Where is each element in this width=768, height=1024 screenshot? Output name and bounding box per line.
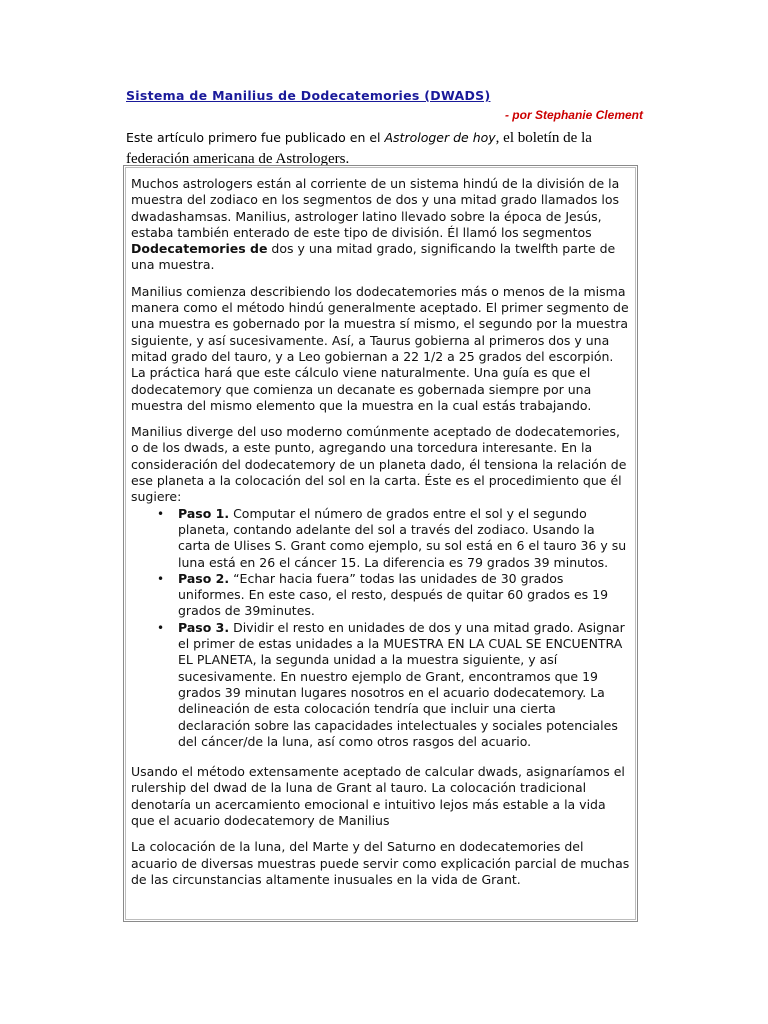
list-item	[178, 506, 630, 571]
step-text: Dividir el resto en unidades de dos y una mitad grado. Asignar el primer de estas unidades a la MUESTRA EN LA CUAL SE ENCUENTRA EL PLANETA, la segunda unidad a la muestra siguiente, y así sucesivamente. En nuestro ejemplo de Grant, encontramos que 19 grados 39 minutan lugares nosotros en el acuario dodecatemory. La delineación de esta colocación tendría que incluir una cierta declaración sobre las capacidades intelectuales y sociales potenciales del cáncer/de la luna, así como otros rasgos del acuario.	[178, 619, 625, 749]
body-paragraph-1	[131, 176, 630, 274]
step-label: Paso 2.	[178, 570, 230, 586]
step-label: Paso 3.	[178, 619, 230, 635]
article-title-link[interactable]: Sistema de Manilius de Dodecatemories (DWADS)	[126, 88, 491, 103]
intro-tail: , el boletín de la federación americana de Astrologers.	[126, 130, 592, 167]
article-body-box	[125, 167, 636, 920]
step-text: “Echar hacia fuera” todas las unidades de 30 grados uniformes. En este caso, el resto, después de quitar 60 grados es 19 grados de 39minutes.	[178, 570, 609, 619]
p1-text: Muchos astrologers están al corriente de un sistema hindú de la división de la muestra del zodiaco en los segmentos de dos y una mitad grado llamados los dwadashamsas. Manilius, astrologer latino llevado sobre la época de Jesús, estaba también enterado de este tipo de división. Él llamó los segmentos	[131, 176, 620, 240]
intro-paragraph	[126, 127, 646, 169]
body-paragraph-2: Manilius comienza describiendo los dodecatemories más o menos de la misma manera como el método hindú generalmente aceptado. El primer segmento de una muestra es gobernado por la muestra sí mismo, el segundo por la muestra siguiente, y así sucesivamente. Así, a Taurus gobierna al primeros dos y una mitad grado del tauro, y a Leo gobiernan a 22 1/2 a 25 grados del escorpión. La práctica hará que este cálculo viene naturalmente. Una guía es que el dodecatemory que comienza un decanate es gobernada siempre por una muestra del mismo elemento que la muestra en la cual estás trabajando.	[131, 283, 629, 413]
body-paragraph-5: La colocación de la luna, del Marte y del Saturno en dodecatemories del acuario de diversas muestras puede servir como explicación parcial de muchas de las circunstancias altamente inusuales en la vida de Grant.	[131, 839, 630, 887]
list-item	[178, 620, 630, 750]
body-paragraph-3: Manilius diverge del uso moderno comúnmente aceptado de dodecatemories, o de los dwads, a este punto, agregando una torcedura interesante. En la consideración del dodecatemory de un planeta dado, él tensiona la relación de ese planeta a la colocación del sol en la carta. Éste es el procedimiento que él sugiere:	[131, 424, 627, 505]
publication-name: Astrologer de hoy	[384, 130, 496, 145]
intro-lead: Este artículo primero fue publicado en el	[126, 130, 385, 145]
steps-list	[131, 506, 630, 750]
author-byline: - por Stephanie Clement	[504, 108, 643, 122]
step-label: Paso 1.	[178, 505, 230, 521]
body-paragraph-4: Usando el método extensamente aceptado de calcular dwads, asignaríamos el rulership del dwad de la luna de Grant al tauro. La colocación tradicional denotaría un acercamiento emocional e intuitivo lejos más estable a la vida que el acuario dodecatemory de Manilius	[131, 764, 625, 828]
list-item	[178, 571, 630, 620]
step-text: Computar el número de grados entre el sol y el segundo planeta, contando adelante del sol a través del zodiaco. Usando la carta de Ulises S. Grant como ejemplo, su sol está en 6 el tauro 36 y su luna está en 26 el cáncer 15. La diferencia es 79 grados 39 minutos.	[178, 505, 627, 570]
p1-bold-term: Dodecatemories de	[131, 241, 268, 257]
p1-text-after: dos y una mitad grado, significando la twelfth parte de una muestra.	[131, 241, 616, 273]
